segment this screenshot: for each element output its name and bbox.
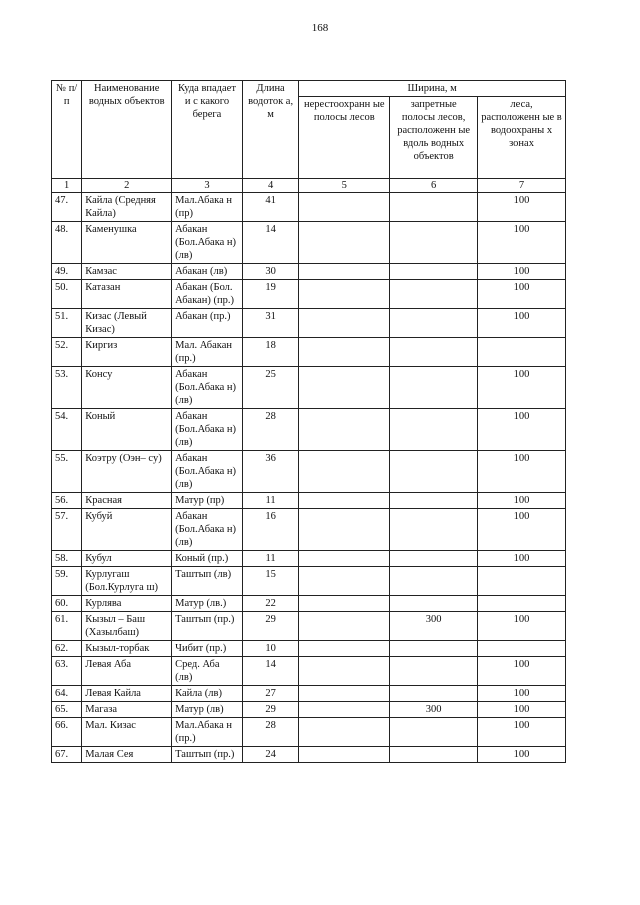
cell-no: 56. (52, 493, 82, 509)
table-row (52, 309, 566, 338)
cell-no: 51. (52, 309, 82, 338)
cell-no: 67. (52, 747, 82, 763)
cell-width-waterprotect (478, 641, 566, 657)
cell-width-waterprotect (478, 338, 566, 367)
page-number: 168 (311, 22, 329, 34)
cell-name: Мал. Кизас (82, 718, 172, 747)
header-width-prohibited: запретные полосы лесов, расположенн ые вдоль водных объектов (390, 97, 478, 179)
cell-mouth: Абакан (лв) (172, 264, 243, 280)
cell-length: 25 (242, 367, 299, 409)
cell-width-prohibited: 300 (390, 702, 478, 718)
table-row (52, 596, 566, 612)
header-mouth: Куда впадает и с какого берега (172, 81, 243, 179)
cell-width-spawning (299, 509, 390, 551)
cell-no: 65. (52, 702, 82, 718)
cell-width-prohibited (390, 567, 478, 596)
cell-width-prohibited (390, 193, 478, 222)
cell-name: Каменушка (82, 222, 172, 264)
cell-mouth: Абакан (пр.) (172, 309, 243, 338)
cell-width-prohibited (390, 409, 478, 451)
cell-width-spawning (299, 338, 390, 367)
cell-mouth: Матур (лв.) (172, 596, 243, 612)
cell-mouth: Кайла (лв) (172, 686, 243, 702)
cell-length: 28 (242, 718, 299, 747)
cell-mouth: Мал.Абака н (пр.) (172, 718, 243, 747)
cell-width-prohibited (390, 367, 478, 409)
cell-width-waterprotect: 100 (478, 264, 566, 280)
cell-width-waterprotect (478, 596, 566, 612)
cell-width-spawning (299, 702, 390, 718)
cell-no: 48. (52, 222, 82, 264)
cell-mouth: Абакан (Бол.Абака н) (лв) (172, 222, 243, 264)
table-row (52, 747, 566, 763)
cell-mouth: Матур (пр) (172, 493, 243, 509)
cell-length: 18 (242, 338, 299, 367)
header-no: № п/п (52, 81, 82, 179)
cell-width-spawning (299, 641, 390, 657)
cell-length: 14 (242, 222, 299, 264)
cell-name: Катазан (82, 280, 172, 309)
column-number: 1 (52, 179, 82, 193)
cell-width-prohibited (390, 493, 478, 509)
cell-width-prohibited (390, 338, 478, 367)
cell-mouth: Абакан (Бол.Абака н) (лв) (172, 451, 243, 493)
header-width: Ширина, м (299, 81, 566, 97)
cell-width-prohibited (390, 509, 478, 551)
cell-width-prohibited (390, 551, 478, 567)
cell-mouth: Абакан (Бол. Абакан) (пр.) (172, 280, 243, 309)
table-row (52, 451, 566, 493)
cell-name: Магаза (82, 702, 172, 718)
cell-length: 15 (242, 567, 299, 596)
cell-width-spawning (299, 309, 390, 338)
cell-length: 28 (242, 409, 299, 451)
column-number: 2 (82, 179, 172, 193)
column-number: 4 (242, 179, 299, 193)
cell-no: 52. (52, 338, 82, 367)
column-number: 7 (478, 179, 566, 193)
cell-name: Малая Сея (82, 747, 172, 763)
cell-width-prohibited (390, 309, 478, 338)
cell-no: 61. (52, 612, 82, 641)
cell-width-waterprotect: 100 (478, 409, 566, 451)
cell-length: 30 (242, 264, 299, 280)
cell-length: 11 (242, 551, 299, 567)
cell-width-spawning (299, 409, 390, 451)
cell-width-prohibited (390, 264, 478, 280)
cell-width-prohibited: 300 (390, 612, 478, 641)
cell-name: Коный (82, 409, 172, 451)
cell-width-waterprotect: 100 (478, 493, 566, 509)
cell-width-prohibited (390, 718, 478, 747)
column-number: 6 (390, 179, 478, 193)
table-row (52, 409, 566, 451)
table-row (52, 509, 566, 551)
cell-width-waterprotect (478, 567, 566, 596)
table-row (52, 338, 566, 367)
cell-width-waterprotect: 100 (478, 451, 566, 493)
cell-name: Левая Аба (82, 657, 172, 686)
cell-no: 59. (52, 567, 82, 596)
cell-mouth: Таштып (пр.) (172, 612, 243, 641)
cell-no: 66. (52, 718, 82, 747)
table-row (52, 222, 566, 264)
cell-mouth: Матур (лв) (172, 702, 243, 718)
cell-width-spawning (299, 222, 390, 264)
cell-name: Кубуй (82, 509, 172, 551)
column-number: 5 (299, 179, 390, 193)
cell-mouth: Коный (пр.) (172, 551, 243, 567)
cell-width-prohibited (390, 747, 478, 763)
column-number: 3 (172, 179, 243, 193)
cell-length: 19 (242, 280, 299, 309)
table-row (52, 493, 566, 509)
cell-width-prohibited (390, 641, 478, 657)
cell-length: 31 (242, 309, 299, 338)
table-row (52, 551, 566, 567)
cell-length: 29 (242, 702, 299, 718)
cell-width-waterprotect: 100 (478, 686, 566, 702)
table-row (52, 367, 566, 409)
cell-width-waterprotect: 100 (478, 193, 566, 222)
cell-name: Красная (82, 493, 172, 509)
cell-mouth: Таштып (лв) (172, 567, 243, 596)
cell-width-waterprotect: 100 (478, 702, 566, 718)
cell-width-waterprotect: 100 (478, 222, 566, 264)
cell-width-spawning (299, 612, 390, 641)
cell-name: Левая Кайла (82, 686, 172, 702)
cell-length: 29 (242, 612, 299, 641)
cell-length: 36 (242, 451, 299, 493)
cell-width-waterprotect: 100 (478, 718, 566, 747)
cell-no: 50. (52, 280, 82, 309)
cell-width-spawning (299, 718, 390, 747)
table-row (52, 280, 566, 309)
cell-width-waterprotect: 100 (478, 551, 566, 567)
cell-no: 62. (52, 641, 82, 657)
cell-length: 10 (242, 641, 299, 657)
cell-name: Кайла (Средняя Кайла) (82, 193, 172, 222)
header-width-spawning: нерестоохранн ые полосы лесов (299, 97, 390, 179)
cell-width-waterprotect: 100 (478, 612, 566, 641)
table-row (52, 702, 566, 718)
cell-name: Кизас (Левый Кизас) (82, 309, 172, 338)
table-row (52, 641, 566, 657)
table-row (52, 264, 566, 280)
cell-width-spawning (299, 264, 390, 280)
cell-name: Курлява (82, 596, 172, 612)
cell-width-prohibited (390, 222, 478, 264)
cell-width-spawning (299, 451, 390, 493)
cell-length: 24 (242, 747, 299, 763)
cell-no: 57. (52, 509, 82, 551)
cell-no: 54. (52, 409, 82, 451)
cell-width-spawning (299, 747, 390, 763)
cell-width-spawning (299, 551, 390, 567)
table-row (52, 612, 566, 641)
cell-mouth: Чибит (пр.) (172, 641, 243, 657)
cell-length: 11 (242, 493, 299, 509)
cell-no: 63. (52, 657, 82, 686)
cell-mouth: Абакан (Бол.Абака н) (лв) (172, 409, 243, 451)
cell-width-prohibited (390, 657, 478, 686)
table-row (52, 193, 566, 222)
cell-width-waterprotect: 100 (478, 509, 566, 551)
cell-no: 60. (52, 596, 82, 612)
header-width-waterprotect: леса, расположенн ые в водоохраны х зонах (478, 97, 566, 179)
cell-no: 49. (52, 264, 82, 280)
cell-width-spawning (299, 567, 390, 596)
cell-width-waterprotect: 100 (478, 309, 566, 338)
cell-width-waterprotect: 100 (478, 367, 566, 409)
header-row-1 (52, 81, 566, 97)
cell-width-spawning (299, 280, 390, 309)
cell-no: 55. (52, 451, 82, 493)
cell-no: 53. (52, 367, 82, 409)
cell-width-prohibited (390, 451, 478, 493)
cell-mouth: Мал.Абака н (пр) (172, 193, 243, 222)
cell-name: Киргиз (82, 338, 172, 367)
cell-name: Коэтру (Оэн– су) (82, 451, 172, 493)
table-row (52, 567, 566, 596)
cell-length: 14 (242, 657, 299, 686)
cell-width-spawning (299, 686, 390, 702)
cell-name: Консу (82, 367, 172, 409)
cell-name: Курлугаш (Бол.Курлуга ш) (82, 567, 172, 596)
cell-width-prohibited (390, 280, 478, 309)
cell-mouth: Мал. Абакан (пр.) (172, 338, 243, 367)
cell-width-spawning (299, 657, 390, 686)
cell-width-spawning (299, 193, 390, 222)
cell-width-prohibited (390, 596, 478, 612)
cell-name: Камзас (82, 264, 172, 280)
cell-width-spawning (299, 596, 390, 612)
cell-mouth: Сред. Аба (лв) (172, 657, 243, 686)
table-row (52, 718, 566, 747)
cell-name: Кубул (82, 551, 172, 567)
column-number-row (52, 179, 566, 193)
header-name: Наименование водных объектов (82, 81, 172, 179)
cell-length: 16 (242, 509, 299, 551)
cell-name: Кызыл-торбак (82, 641, 172, 657)
cell-length: 27 (242, 686, 299, 702)
table-row (52, 657, 566, 686)
cell-width-waterprotect: 100 (478, 747, 566, 763)
water-bodies-table (51, 80, 566, 763)
cell-width-spawning (299, 367, 390, 409)
cell-no: 64. (52, 686, 82, 702)
table-row (52, 686, 566, 702)
cell-mouth: Абакан (Бол.Абака н) (лв) (172, 367, 243, 409)
header-length: Длина водоток а, м (242, 81, 299, 179)
cell-length: 22 (242, 596, 299, 612)
cell-width-prohibited (390, 686, 478, 702)
cell-width-spawning (299, 493, 390, 509)
cell-mouth: Абакан (Бол.Абака н) (лв) (172, 509, 243, 551)
cell-no: 58. (52, 551, 82, 567)
cell-name: Кызыл – Баш (Хазылбаш) (82, 612, 172, 641)
cell-length: 41 (242, 193, 299, 222)
cell-width-waterprotect: 100 (478, 657, 566, 686)
cell-mouth: Таштып (пр.) (172, 747, 243, 763)
cell-no: 47. (52, 193, 82, 222)
cell-width-waterprotect: 100 (478, 280, 566, 309)
